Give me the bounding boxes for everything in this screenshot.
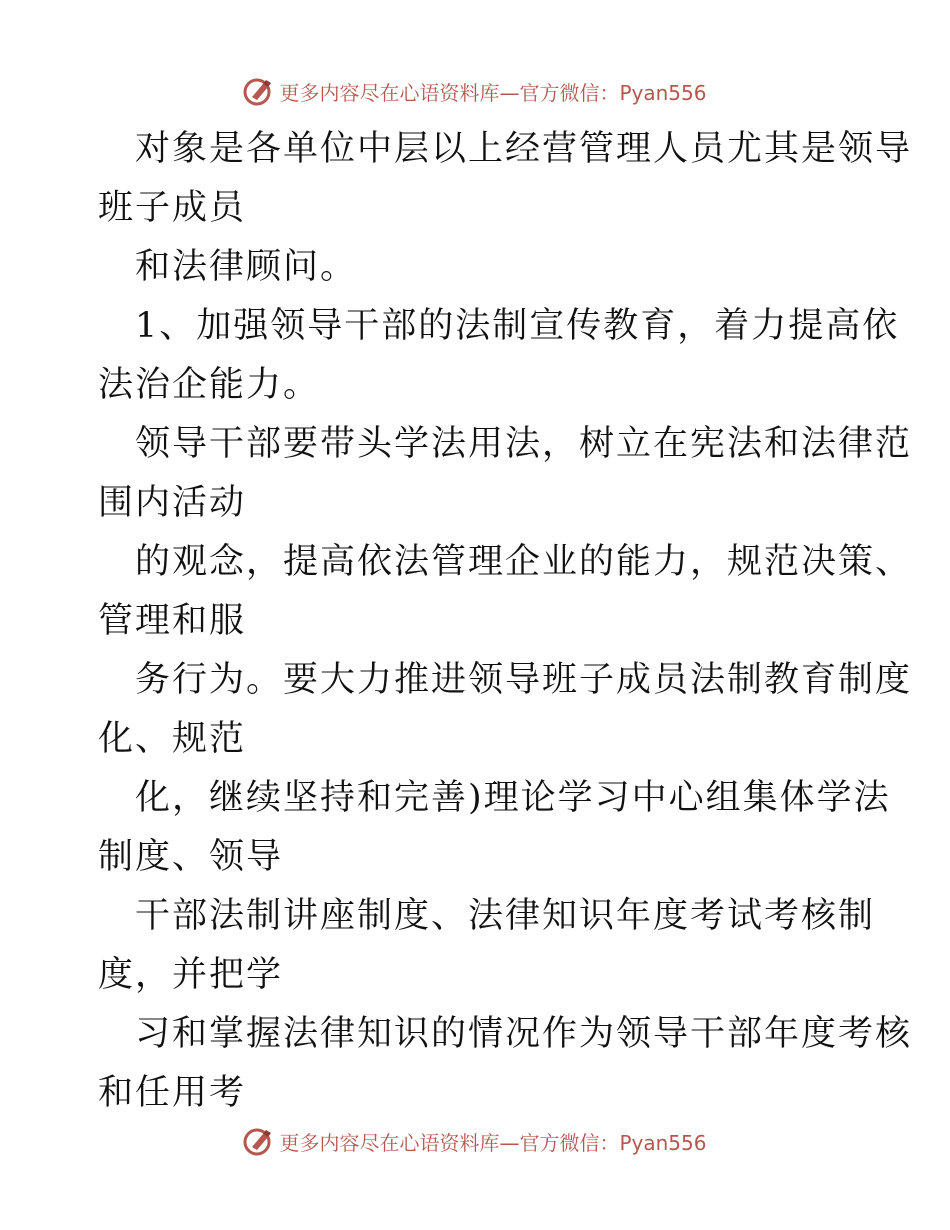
pen-circle-logo-icon	[243, 75, 275, 107]
text-line: 对象是各单位中层以上经营管理人员尤其是领导	[135, 129, 913, 169]
text-line: 干部法制讲座制度、法律知识年度考试考核制	[135, 896, 876, 936]
text-line: 务行为。要大力推进领导班子成员法制教育制度	[135, 660, 913, 700]
document-body	[98, 120, 913, 1123]
text-line: 围内活动	[98, 483, 247, 523]
header-banner	[0, 71, 950, 111]
footer-banner-text: 更多内容尽在心语资料库—官方微信：Pyan556	[279, 1130, 707, 1155]
text-line: 领导干部要带头学法用法，树立在宪法和法律范	[135, 424, 913, 464]
text-line: 和任用考	[98, 1073, 247, 1113]
text-line: 化，继续坚持和完善)理论学习中心组集体学法	[135, 778, 891, 818]
text-line: 和法律顾问。	[135, 247, 358, 287]
text-line: 法治企能力。	[98, 365, 321, 405]
text-line: 制度、领导	[98, 837, 284, 877]
header-banner-text: 更多内容尽在心语资料库—官方微信：Pyan556	[279, 80, 707, 105]
text-line: 度，并把学	[98, 955, 284, 995]
text-line: 1、加强领导干部的法制宣传教育，着力提高依	[135, 306, 900, 346]
footer-banner	[0, 1121, 950, 1161]
text-line: 管理和服	[98, 601, 247, 641]
text-line: 班子成员	[98, 188, 247, 228]
pen-circle-logo-icon	[243, 1125, 275, 1157]
text-line: 习和掌握法律知识的情况作为领导干部年度考核	[135, 1014, 913, 1054]
text-line: 化、规范	[98, 719, 247, 759]
text-line: 的观念，提高依法管理企业的能力，规范决策、	[135, 542, 913, 582]
